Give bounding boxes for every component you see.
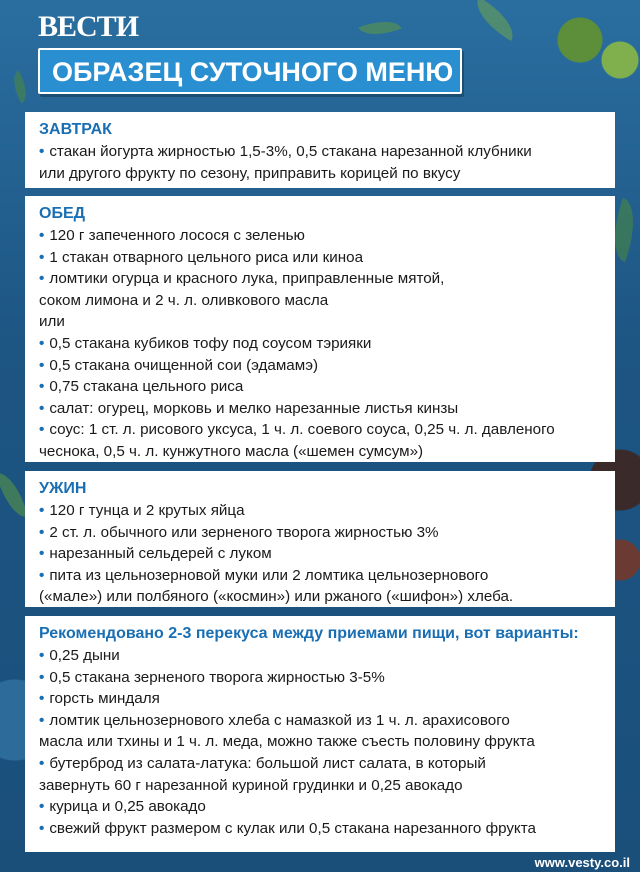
leaf-decoration xyxy=(358,14,401,43)
menu-line-text: салат: огурец, морковь и мелко нарезанные листья кинзы xyxy=(49,399,459,417)
bullet-marker: • xyxy=(39,356,45,374)
menu-line xyxy=(39,268,615,290)
menu-line-text: («мале») или полбяного («космин») или ржаного («шифон») хлеба. xyxy=(39,588,514,606)
menu-line-text: завернуть 60 г нарезанной куриной грудинки и 0,25 авокадо xyxy=(39,776,463,794)
vesti-logo: ВЕСТИ xyxy=(38,10,139,43)
menu-line-text: пита из цельнозерновой муки или 2 ломтика цельнозернового xyxy=(49,566,489,584)
menu-line-text: курица и 0,25 авокадо xyxy=(49,798,206,816)
menu-line-text: или xyxy=(39,313,65,331)
leaf-decoration xyxy=(6,71,33,104)
menu-line-text: стакан йогурта жирностью 1,5-3%, 0,5 стакана нарезанной клубники xyxy=(49,143,532,160)
bullet-marker: • xyxy=(39,421,45,439)
bullet-marker: • xyxy=(39,647,45,664)
menu-line xyxy=(39,376,615,398)
menu-line-text: или другого фрукту по сезону, приправить корицей по вкусу xyxy=(39,164,461,182)
leaf-decoration xyxy=(468,0,522,41)
dinner-card xyxy=(25,471,615,607)
page-title: ОБРАЗЕЦ СУТОЧНОГО МЕНЮ xyxy=(52,57,454,87)
menu-line-text: соком лимона и 2 ч. л. оливкового масла xyxy=(39,291,329,309)
dinner-list xyxy=(39,500,615,608)
lunch-list xyxy=(39,225,615,463)
menu-line xyxy=(39,688,615,710)
menu-line xyxy=(39,796,615,818)
menu-line-text: 120 г запеченного лосося с зеленью xyxy=(49,227,305,244)
breakfast-card xyxy=(25,112,615,188)
menu-line-text: соус: 1 ст. л. рисового уксуса, 1 ч. л. соевого соуса, 0,25 ч. л. давленого xyxy=(49,421,555,439)
page-title-bar xyxy=(38,48,462,94)
bullet-marker: • xyxy=(39,399,45,417)
menu-line xyxy=(39,163,615,185)
snacks-list xyxy=(39,645,615,839)
menu-line-text: 0,75 стакана цельного риса xyxy=(49,378,244,396)
menu-line xyxy=(39,775,615,797)
bullet-marker: • xyxy=(39,690,45,708)
menu-line-text: 0,25 дыни xyxy=(49,647,120,664)
bullet-marker: • xyxy=(39,502,45,519)
bullet-marker: • xyxy=(39,523,45,541)
snacks-card xyxy=(25,616,615,852)
menu-line xyxy=(39,355,615,377)
bullet-marker: • xyxy=(39,711,45,729)
menu-line-text: масла или тхины и 1 ч. л. меда, можно также съесть половину фрукта xyxy=(39,733,535,751)
menu-line xyxy=(39,586,615,608)
menu-line xyxy=(39,731,615,753)
menu-line xyxy=(39,441,615,463)
bullet-marker: • xyxy=(39,754,45,772)
menu-line xyxy=(39,543,615,565)
menu-line-text: бутерброд из салата-латука: большой лист салата, в который xyxy=(49,754,486,772)
menu-line-text: 2 ст. л. обычного или зерненого творога жирностью 3% xyxy=(49,523,439,541)
menu-line xyxy=(39,398,615,420)
menu-line xyxy=(39,311,615,333)
menu-line xyxy=(39,522,615,544)
bullet-marker: • xyxy=(39,668,45,686)
menu-line xyxy=(39,753,615,775)
site-url: www.vesty.co.il xyxy=(534,855,630,870)
breakfast-list xyxy=(39,141,615,184)
lunch-card xyxy=(25,196,615,462)
menu-line-text: чеснока, 0,5 ч. л. кунжутного масла («шемен сумсум») xyxy=(39,442,424,460)
menu-line-text: нарезанный сельдерей с луком xyxy=(49,545,272,563)
bullet-marker: • xyxy=(39,248,45,266)
menu-line-text: 120 г тунца и 2 крутых яйца xyxy=(49,502,245,519)
bullet-marker: • xyxy=(39,819,45,837)
snacks-heading: Рекомендовано 2-3 перекуса между приемами пищи, вот варианты: xyxy=(39,625,579,642)
menu-line-text: ломтик цельнозернового хлеба с намазкой из 1 ч. л. арахисового xyxy=(49,711,510,729)
menu-line xyxy=(39,290,615,312)
lunch-heading: ОБЕД xyxy=(39,205,86,222)
menu-line-text: ломтики огурца и красного лука, приправленные мятой, xyxy=(49,270,445,288)
menu-line-text: свежий фрукт размером с кулак или 0,5 стакана нарезанного фрукта xyxy=(49,819,536,837)
bullet-marker: • xyxy=(39,566,45,584)
menu-line xyxy=(39,565,615,587)
menu-line xyxy=(39,710,615,732)
menu-line-text: 0,5 стакана кубиков тофу под соусом тэрияки xyxy=(49,334,372,352)
menu-line xyxy=(39,500,615,522)
menu-line xyxy=(39,645,615,667)
menu-line xyxy=(39,247,615,269)
dinner-heading: УЖИН xyxy=(39,480,87,497)
bullet-marker: • xyxy=(39,143,45,160)
bullet-marker: • xyxy=(39,378,45,396)
menu-line xyxy=(39,419,615,441)
menu-line xyxy=(39,667,615,689)
menu-line-text: 1 стакан отварного цельного риса или киноа xyxy=(49,248,364,266)
menu-line-text: 0,5 стакана зерненого творога жирностью 3-5% xyxy=(49,668,385,686)
menu-line-text: горсть миндаля xyxy=(49,690,160,708)
bullet-marker: • xyxy=(39,545,45,563)
breakfast-heading: ЗАВТРАК xyxy=(39,121,112,138)
menu-line xyxy=(39,141,615,163)
bullet-marker: • xyxy=(39,334,45,352)
menu-line xyxy=(39,225,615,247)
menu-line xyxy=(39,333,615,355)
bullet-marker: • xyxy=(39,798,45,816)
menu-line-text: 0,5 стакана очищенной сои (эдамамэ) xyxy=(49,356,319,374)
menu-line xyxy=(39,818,615,840)
bullet-marker: • xyxy=(39,270,45,288)
bullet-marker: • xyxy=(39,227,45,244)
leaf-decoration xyxy=(0,468,28,521)
